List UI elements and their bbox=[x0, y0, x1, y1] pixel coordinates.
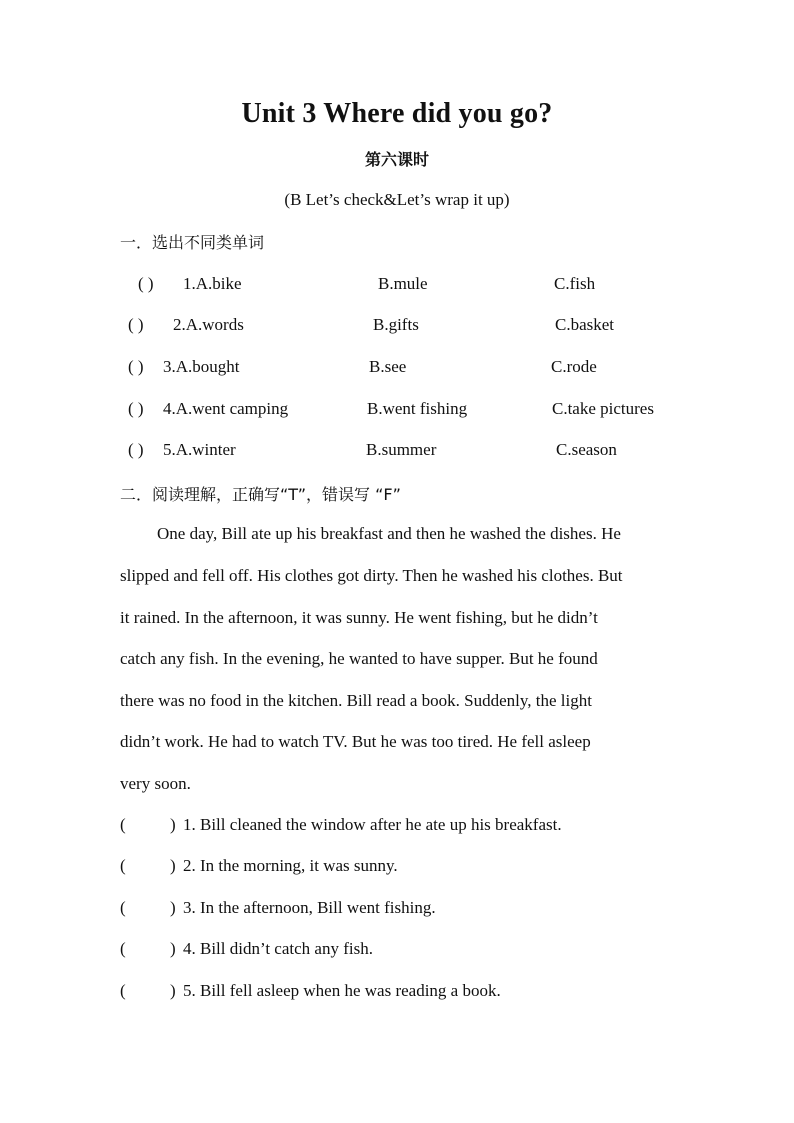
option-c: C.basket bbox=[555, 315, 615, 334]
answer-blank-open[interactable]: ( bbox=[120, 981, 126, 1000]
statement-text: 4. Bill didn’t catch any fish. bbox=[183, 939, 373, 958]
passage-line: there was no food in the kitchen. Bill read a book. Suddenly, the light bbox=[120, 691, 592, 710]
option-c: C.rode bbox=[551, 357, 597, 376]
passage-line: slipped and fell off. His clothes got dirty. Then he washed his clothes. But bbox=[120, 566, 623, 585]
option-b: B.summer bbox=[366, 440, 437, 459]
option-c: C.take pictures bbox=[552, 399, 654, 418]
statement-text: 2. In the morning, it was sunny. bbox=[183, 856, 398, 875]
option-a: 1.A.bike bbox=[183, 274, 242, 293]
option-a: 2.A.words bbox=[173, 315, 244, 334]
answer-blank-close[interactable]: ) bbox=[170, 939, 176, 958]
option-c: C.fish bbox=[554, 274, 596, 293]
answer-blank-close[interactable]: ) bbox=[170, 981, 176, 1000]
passage-line: catch any fish. In the evening, he wanted to have supper. But he found bbox=[120, 649, 598, 668]
lesson-subtitle: (B Let’s check&Let’s wrap it up) bbox=[284, 190, 510, 209]
passage-line: One day, Bill ate up his breakfast and then he washed the dishes. He bbox=[157, 524, 621, 543]
section1-heading: 一．选出不同类单词 bbox=[120, 233, 265, 252]
answer-bracket[interactable]: ( ) bbox=[138, 274, 154, 293]
option-b: B.gifts bbox=[373, 315, 419, 334]
answer-bracket[interactable]: ( ) bbox=[128, 440, 144, 459]
answer-bracket[interactable]: ( ) bbox=[128, 357, 144, 376]
answer-blank-open[interactable]: ( bbox=[120, 939, 126, 958]
lesson-number: 第六课时 bbox=[364, 150, 429, 169]
passage-line: didn’t work. He had to watch TV. But he was too tired. He fell asleep bbox=[120, 732, 591, 751]
page-title: Unit 3 Where did you go? bbox=[241, 98, 553, 129]
option-b: B.went fishing bbox=[367, 399, 468, 418]
answer-blank-close[interactable]: ) bbox=[170, 856, 176, 875]
answer-blank-open[interactable]: ( bbox=[120, 898, 126, 917]
option-a: 5.A.winter bbox=[163, 440, 236, 459]
answer-blank-open[interactable]: ( bbox=[120, 815, 126, 834]
section2-heading: 二．阅读理解，正确写“T”，错误写 “F” bbox=[120, 485, 401, 504]
answer-bracket[interactable]: ( ) bbox=[128, 315, 144, 334]
statement-text: 5. Bill fell asleep when he was reading a book. bbox=[183, 981, 501, 1000]
statement-text: 1. Bill cleaned the window after he ate up his breakfast. bbox=[183, 815, 562, 834]
answer-blank-close[interactable]: ) bbox=[170, 898, 176, 917]
option-a: 4.A.went camping bbox=[163, 399, 289, 418]
passage-line: very soon. bbox=[120, 774, 191, 793]
answer-blank-open[interactable]: ( bbox=[120, 856, 126, 875]
passage-line: it rained. In the afternoon, it was sunny. He went fishing, but he didn’t bbox=[120, 608, 598, 627]
option-b: B.see bbox=[369, 357, 407, 376]
option-c: C.season bbox=[556, 440, 617, 459]
statement-text: 3. In the afternoon, Bill went fishing. bbox=[183, 898, 436, 917]
answer-blank-close[interactable]: ) bbox=[170, 815, 176, 834]
option-a: 3.A.bought bbox=[163, 357, 240, 376]
option-b: B.mule bbox=[378, 274, 428, 293]
answer-bracket[interactable]: ( ) bbox=[128, 399, 144, 418]
